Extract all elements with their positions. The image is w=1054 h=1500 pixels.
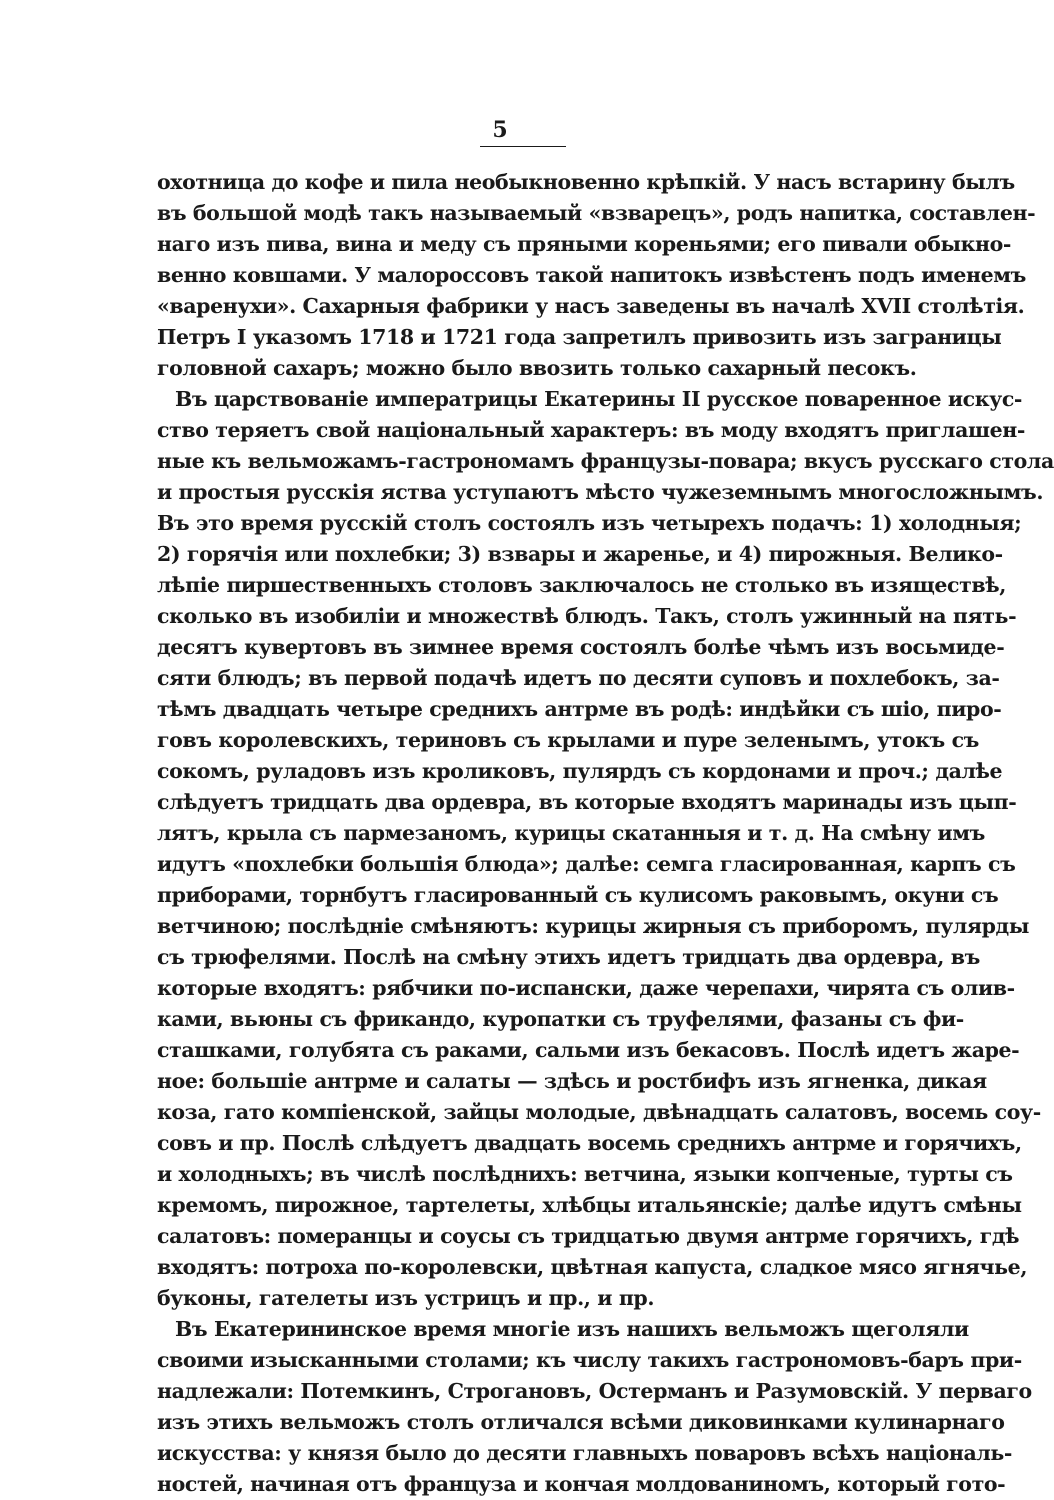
text-line: Въ это время русскій столъ состоялъ изъ четырехъ подачъ: 1) холодныя; bbox=[157, 511, 1022, 535]
text-line: десятъ кувертовъ въ зимнее время состоялъ болѣе чѣмъ изъ восьмиде- bbox=[157, 635, 1005, 659]
text-line: съ трюфелями. Послѣ на смѣну этихъ идетъ тридцать два ордевра, въ bbox=[157, 945, 980, 969]
text-line: Въ Екатерининское время многіе изъ нашихъ вельможъ щеголяли bbox=[175, 1317, 969, 1341]
page-number: 5 bbox=[492, 117, 508, 143]
text-line: сокомъ, руладовъ изъ кроликовъ, пулярдъ съ кордонами и проч.; далѣе bbox=[157, 759, 1003, 783]
text-line: которые входятъ: рябчики по-испански, даже черепахи, чирята съ олив- bbox=[157, 976, 1015, 1000]
text-line: буконы, гателеты изъ устрицъ и пр., и пр. bbox=[157, 1286, 655, 1310]
text-line: кремомъ, пирожное, тартелеты, хлѣбцы итальянскіе; далѣе идутъ смѣны bbox=[157, 1193, 1022, 1217]
text-line: венно ковшами. У малороссовъ такой напитокъ извѣстенъ подъ именемъ bbox=[157, 263, 1026, 287]
text-line: ство теряетъ свой національный характеръ: въ моду входятъ приглашен- bbox=[157, 418, 1025, 442]
text-line: искусства: у князя было до десяти главныхъ поваровъ всѣхъ національ- bbox=[157, 1441, 1013, 1465]
text-line: охотница до кофе и пила необыкновенно крѣпкій. У насъ встарину былъ bbox=[157, 170, 1015, 194]
page-number-rule bbox=[480, 146, 566, 147]
text-line: совъ и пр. Послѣ слѣдуетъ двадцать восемь среднихъ антрме и горячихъ, bbox=[157, 1131, 1022, 1155]
text-line: слѣдуетъ тридцать два ордевра, въ которые входятъ маринады изъ цып- bbox=[157, 790, 1017, 814]
text-line: лятъ, крыла съ пармезаномъ, курицы скатанныя и т. д. На смѣну имъ bbox=[157, 821, 985, 845]
text-line: ные къ вельможамъ-гастрономамъ французы-повара; вкусъ русскаго стола bbox=[157, 449, 1054, 473]
text-line: головной сахаръ; можно было ввозить только сахарный песокъ. bbox=[157, 356, 917, 380]
text-line: ветчиною; послѣдніе смѣняютъ: курицы жирныя съ приборомъ, пулярды bbox=[157, 914, 1029, 938]
text-line: входятъ: потроха по-королевски, цвѣтная капуста, сладкое мясо ягнячье, bbox=[157, 1255, 1028, 1279]
text-line: говъ королевскихъ, териновъ съ крылами и пуре зеленымъ, утокъ съ bbox=[157, 728, 980, 752]
text-line: Въ царствованіе императрицы Екатерины II русское поваренное искус- bbox=[175, 387, 1023, 411]
text-line: изъ этихъ вельможъ столъ отличался всѣми диковинками кулинарнаго bbox=[157, 1410, 1005, 1434]
text-line: Петръ I указомъ 1718 и 1721 года запретилъ привозить изъ заграницы bbox=[157, 325, 1002, 349]
text-line: идутъ «похлебки большія блюда»; далѣе: семга гласированная, карпъ съ bbox=[157, 852, 1016, 876]
text-line: сколько въ изобиліи и множествѣ блюдъ. Такъ, столъ ужинный на пять- bbox=[157, 604, 1017, 628]
text-line: «варенухи». Сахарныя фабрики у насъ заведены въ началѣ XVII столѣтія. bbox=[157, 294, 1025, 318]
text-line: и простыя русскія яства уступаютъ мѣсто чужеземнымъ многосложнымъ. bbox=[157, 480, 1044, 504]
text-line: въ большой модѣ такъ называемый «взварецъ», родъ напитка, составлен- bbox=[157, 201, 1036, 225]
text-line: сяти блюдъ; въ первой подачѣ идетъ по десяти суповъ и похлебокъ, за- bbox=[157, 666, 1000, 690]
text-line: 2) горячія или похлебки; 3) взвары и жаренье, и 4) пирожныя. Велико- bbox=[157, 542, 1003, 566]
text-line: тѣмъ двадцать четыре среднихъ антрме въ родѣ: индѣйки съ шіо, пиро- bbox=[157, 697, 1002, 721]
text-line: приборами, торнбутъ гласированный съ кулисомъ раковымъ, окуни съ bbox=[157, 883, 999, 907]
text-line: салатовъ: померанцы и соусы съ тридцатью двумя антрме горячихъ, гдѣ bbox=[157, 1224, 1020, 1248]
text-line: сташками, голубята съ раками, сальми изъ бекасовъ. Послѣ идетъ жаре- bbox=[157, 1038, 1020, 1062]
text-line: коза, гато компіенской, зайцы молодые, двѣнадцать салатовъ, восемь соу- bbox=[157, 1100, 1041, 1124]
text-line: своими изысканными столами; къ числу такихъ гастрономовъ-баръ при- bbox=[157, 1348, 1022, 1372]
text-line: ное: большіе антрме и салаты — здѣсь и ростбифъ изъ ягненка, дикая bbox=[157, 1069, 987, 1093]
text-line: ками, вьюны съ фрикандо, куропатки съ труфелями, фазаны съ фи- bbox=[157, 1007, 964, 1031]
text-line: и холодныхъ; въ числѣ послѣднихъ: ветчина, языки копченые, турты съ bbox=[157, 1162, 1013, 1186]
text-line: наго изъ пива, вина и меду съ пряными кореньями; его пивали обыкно- bbox=[157, 232, 1012, 256]
text-line: надлежали: Потемкинъ, Строгановъ, Остерманъ и Разумовскій. У перваго bbox=[157, 1379, 1032, 1403]
body-text bbox=[157, 167, 1054, 1500]
text-line: ностей, начиная отъ француза и кончая молдованиномъ, который гото- bbox=[157, 1472, 1006, 1496]
text-line: лѣпіе пиршественныхъ столовъ заключалось не столько въ изяществѣ, bbox=[157, 573, 1007, 597]
